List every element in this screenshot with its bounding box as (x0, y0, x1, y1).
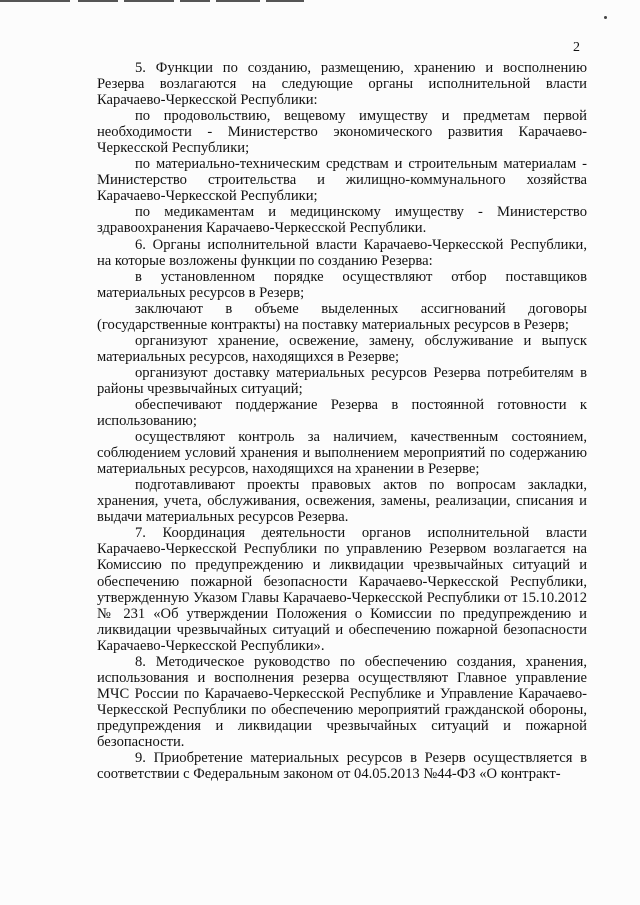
paragraph-6-item-6: осуществляют контроль за наличием, качественным состоянием, соблюдением условий хранения и выполнением мероприятий по содержанию материальных ресурсов, находящихся на хранении в Резерве; (97, 429, 587, 478)
paragraph-6-item-4: организуют доставку материальных ресурсов Резерва потребителям в районы чрезвычайных ситуаций; (97, 364, 587, 397)
scan-dot (604, 16, 607, 19)
paragraph-5-item-2: по материально-техническим средствам и строительным материалам - Министерство строительства и жилищно-коммунального хозяйства Карачаево-Черкесской Республики; (97, 156, 587, 205)
paragraph-8: 8. Методическое руководство по обеспечению создания, хранения, использования и восполнения резерва осуществляют Главное управление МЧС России по Карачаево-Черкесской Республике и Управление Карачаево-Черкесской Республики по обеспечению мероприятий гражданской обороны, предупреждения и ликвидации чрезвычайных ситуаций и пожарной безопасности. (97, 653, 587, 750)
paragraph-6-item-2: заключают в объеме выделенных ассигнований договоры (государственные контракты) на поставку материальных ресурсов в Резерв; (97, 300, 587, 333)
document-body (97, 60, 587, 782)
paragraph-6-item-7: подготавливают проекты правовых актов по вопросам закладки, хранения, учета, обслуживания, освежения, замены, реализации, списания и выдачи материальных ресурсов Резерва. (97, 477, 587, 526)
paragraph-6-item-3: организуют хранение, освежение, замену, обслуживание и выпуск материальных ресурсов, находящихся в Резерве; (97, 332, 587, 365)
paragraph-6: 6. Органы исполнительной власти Карачаево-Черкесской Республики, на которые возложены функции по созданию Резерва: (97, 236, 587, 269)
paragraph-6-item-1: в установленном порядке осуществляют отбор поставщиков материальных ресурсов в Резерв; (97, 268, 587, 301)
scan-edge-marks (0, 0, 640, 4)
paragraph-6-item-5: обеспечивают поддержание Резерва в постоянной готовности к использованию; (97, 396, 587, 430)
paragraph-5-item-3: по медикаментам и медицинскому имуществу - Министерство здравоохранения Карачаево-Черкесской Республики. (97, 204, 587, 237)
paragraph-7: 7. Координация деятельности органов исполнительной власти Карачаево-Черкесской Республики по управлению Резервом возлагается на Комиссию по предупреждению и ликвидации чрезвычайных ситуаций и обеспечению пожарной безопасности Карачаево-Черкесской Республики, утвержденную Указом Главы Карачаево-Черкесской Республики от 15.10.2012 № 231 «Об утверждении Положения о Комиссии по предупреждению и ликвидации чрезвычайных ситуаций и обеспечению пожарной безопасности Карачаево-Черкесской Республики». (97, 525, 587, 654)
paragraph-9: 9. Приобретение материальных ресурсов в Резерв осуществляется в соответствии с Федеральным законом от 04.05.2013 №44-ФЗ «О контракт- (97, 750, 587, 783)
page-number: 2 (573, 40, 580, 55)
paragraph-5-item-1: по продовольствию, вещевому имуществу и предметам первой необходимости - Министерство экономического развития Карачаево-Черкесской Республики; (97, 108, 587, 157)
paragraph-5: 5. Функции по созданию, размещению, хранению и восполнению Резерва возлагаются на следующие органы исполнительной власти Карачаево-Черкесской Республики: (97, 60, 587, 109)
